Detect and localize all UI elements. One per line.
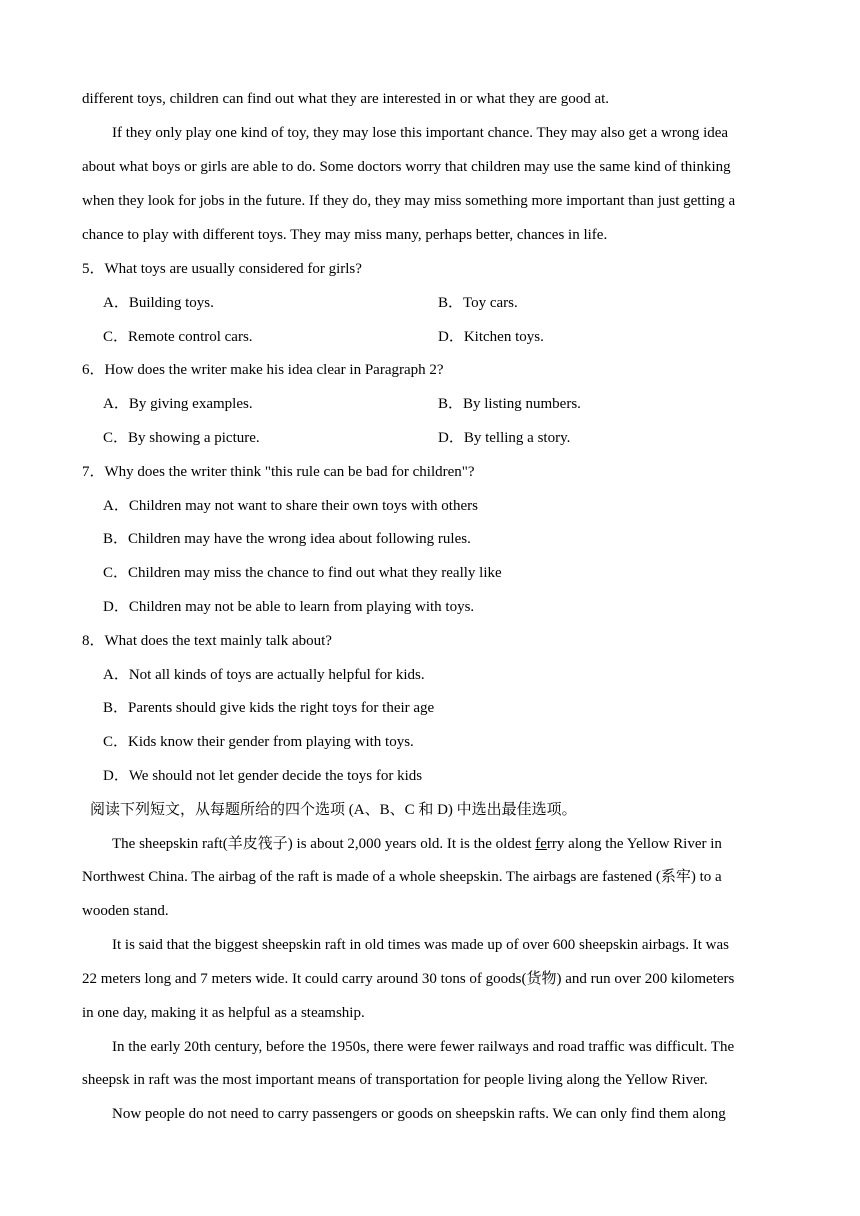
question-8-option-a: A．Not all kinds of toys are actually helpful for kids. bbox=[103, 667, 425, 683]
passage2-p1-line-1-text-a: The sheepskin raft(羊皮筏子) is about 2,000 years old. It is the oldest bbox=[112, 836, 536, 852]
passage1-line-5: chance to play with different toys. They may miss many, perhaps better, chances in life. bbox=[82, 227, 608, 243]
passage2-p1-line-2: Northwest China. The airbag of the raft is made of a whole sheepskin. The airbags are fastened (系牢) to a bbox=[82, 869, 722, 885]
question-6-stem: 6．How does the writer make his idea clear in Paragraph 2? bbox=[82, 362, 444, 378]
passage2-p1-line-1-text-b: rry along the Yellow River in bbox=[546, 836, 722, 852]
question-7-option-c: C．Children may miss the chance to find out what they really like bbox=[103, 565, 502, 581]
question-8-option-c: C．Kids know their gender from playing with toys. bbox=[103, 734, 414, 750]
passage2-p2-line-1: It is said that the biggest sheepskin raft in old times was made up of over 600 sheepskin airbags. It was bbox=[112, 937, 729, 953]
question-6-option-c: C．By showing a picture. bbox=[103, 430, 260, 446]
question-7-stem: 7．Why does the writer think "this rule can be bad for children"? bbox=[82, 464, 475, 480]
passage2-p1-line-3: wooden stand. bbox=[82, 903, 169, 919]
passage1-line-3: about what boys or girls are able to do. Some doctors worry that children may use the same kind of thinking bbox=[82, 159, 731, 175]
question-5-option-b: B．Toy cars. bbox=[438, 295, 518, 311]
question-5-option-c: C．Remote control cars. bbox=[103, 329, 253, 345]
passage2-p1-line-1 bbox=[112, 834, 722, 854]
question-7-option-d: D．Children may not be able to learn from playing with toys. bbox=[103, 599, 475, 615]
passage2-p3-line-1: In the early 20th century, before the 1950s, there were fewer railways and road traffic was difficult. The bbox=[112, 1039, 735, 1055]
passage1-line-2: If they only play one kind of toy, they may lose this important chance. They may also get a wrong idea bbox=[112, 125, 729, 141]
passage2-p2-line-2: 22 meters long and 7 meters wide. It could carry around 30 tons of goods(货物) and run over 200 kilometers bbox=[82, 971, 735, 987]
passage2-p3-line-2: sheepsk in raft was the most important means of transportation for people living along the Yellow River. bbox=[82, 1072, 708, 1088]
question-8-option-b: B．Parents should give kids the right toys for their age bbox=[103, 700, 435, 716]
question-7-option-a: A．Children may not want to share their own toys with others bbox=[103, 498, 478, 514]
question-6-option-d: D．By telling a story. bbox=[438, 430, 571, 446]
question-5-stem: 5．What toys are usually considered for girls? bbox=[82, 261, 362, 277]
question-7-option-b: B．Children may have the wrong idea about following rules. bbox=[103, 531, 471, 547]
passage2-p4-line-1: Now people do not need to carry passengers or goods on sheepskin rafts. We can only find them along bbox=[112, 1106, 726, 1122]
question-8-option-d: D．We should not let gender decide the toys for kids bbox=[103, 768, 423, 784]
section-instruction: 阅读下列短文，从每题所给的四个选项 (A、B、C 和 D) 中选出最佳选项。 bbox=[90, 802, 577, 818]
passage2-p2-line-3: in one day, making it as helpful as a steamship. bbox=[82, 1005, 365, 1021]
question-6-option-b: B．By listing numbers. bbox=[438, 396, 581, 412]
question-5-option-d: D．Kitchen toys. bbox=[438, 329, 544, 345]
passage1-line-1: different toys, children can find out what they are interested in or what they are good at. bbox=[82, 91, 610, 107]
question-5-option-a: A．Building toys. bbox=[103, 295, 214, 311]
question-8-stem: 8．What does the text mainly talk about? bbox=[82, 633, 332, 649]
underlined-word-part: fe bbox=[535, 836, 547, 852]
passage1-line-4: when they look for jobs in the future. If they do, they may miss something more important than just getting a bbox=[82, 193, 736, 209]
question-6-option-a: A．By giving examples. bbox=[103, 396, 253, 412]
